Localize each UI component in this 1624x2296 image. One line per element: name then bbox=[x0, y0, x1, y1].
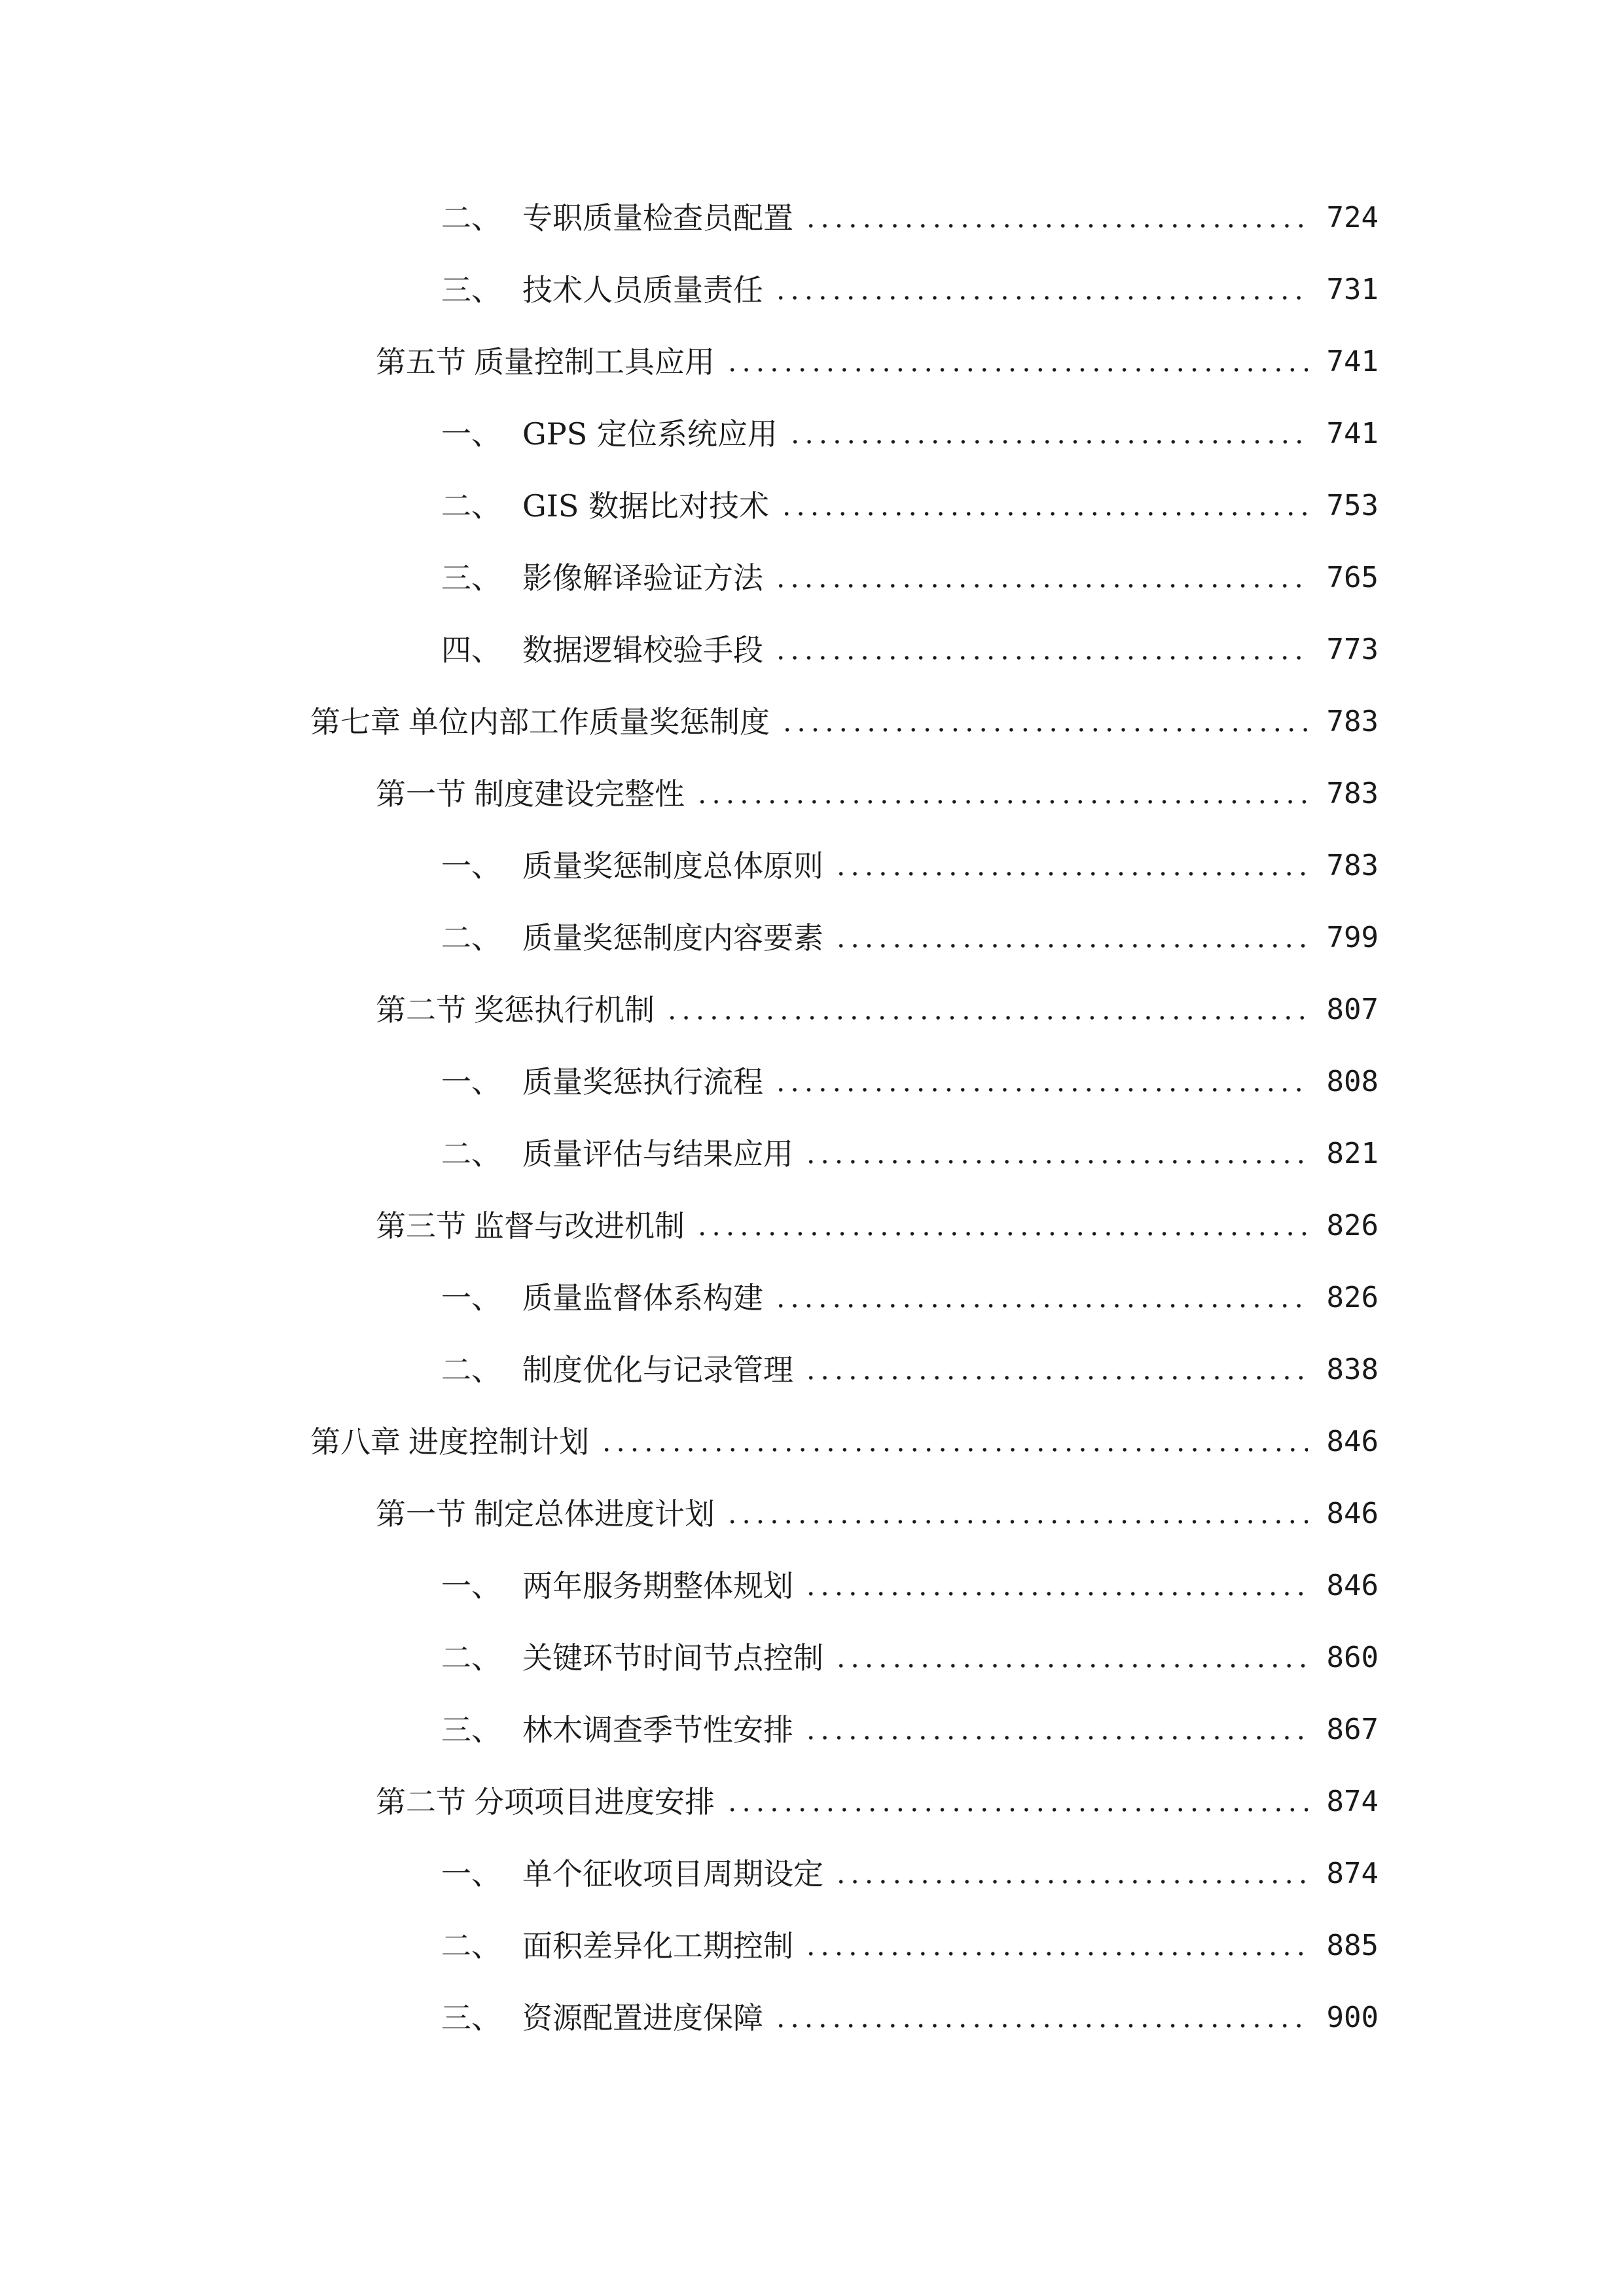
toc-entry bbox=[0, 1560, 1624, 1612]
dot-leader bbox=[831, 1632, 1308, 1684]
toc-entry bbox=[0, 1848, 1624, 1900]
toc-entry-title bbox=[441, 1920, 793, 1972]
toc-entry-title bbox=[441, 408, 778, 460]
toc-entry-marker: 第七章 bbox=[310, 704, 401, 740]
toc-entry-marker: 一、 bbox=[441, 1280, 501, 1316]
toc-entry-title bbox=[441, 1344, 793, 1396]
toc-entry-page: 783 bbox=[1326, 705, 1379, 738]
toc-entry-text: 影像解译验证方法 bbox=[522, 560, 763, 596]
toc-entry-page: 874 bbox=[1326, 1857, 1379, 1890]
toc-entry-page: 807 bbox=[1326, 993, 1379, 1026]
toc-entry bbox=[0, 696, 1624, 748]
toc-entry bbox=[0, 408, 1624, 460]
dot-leader bbox=[771, 1992, 1308, 2044]
toc-entry-page: 741 bbox=[1326, 417, 1379, 450]
toc-entry-page: 808 bbox=[1326, 1065, 1379, 1098]
toc-entry-title bbox=[441, 1704, 793, 1756]
toc-entry-text: 质量奖惩执行流程 bbox=[522, 1064, 763, 1100]
toc-entry-text: 单个征收项目周期设定 bbox=[522, 1856, 823, 1892]
toc-entry-title bbox=[376, 1200, 685, 1252]
dot-leader bbox=[771, 264, 1308, 316]
toc-entry-marker: 三、 bbox=[441, 560, 501, 596]
toc-entry-marker: 第二节 bbox=[376, 992, 466, 1028]
dot-leader bbox=[778, 696, 1308, 748]
toc-entry-title bbox=[376, 768, 685, 820]
toc-entry bbox=[0, 1488, 1624, 1540]
toc-entry-text: 面积差异化工期控制 bbox=[522, 1928, 793, 1964]
toc-entry bbox=[0, 1920, 1624, 1972]
toc-entry-marker: 二、 bbox=[441, 1928, 501, 1964]
toc-entry-title bbox=[310, 1416, 589, 1468]
toc-entry-page: 885 bbox=[1326, 1929, 1379, 1962]
toc-entry-page: 826 bbox=[1326, 1209, 1379, 1242]
toc-entry-title bbox=[441, 1632, 823, 1684]
dot-leader bbox=[597, 1416, 1308, 1468]
dot-leader bbox=[723, 1488, 1308, 1540]
toc-entry-page: 826 bbox=[1326, 1281, 1379, 1314]
toc-entry-marker: 三、 bbox=[441, 272, 501, 308]
toc-entry-page: 741 bbox=[1326, 345, 1379, 378]
toc-entry-title bbox=[310, 696, 770, 748]
dot-leader bbox=[771, 1056, 1308, 1108]
dot-leader bbox=[771, 552, 1308, 604]
toc-entry-text: 奖惩执行机制 bbox=[474, 992, 655, 1028]
toc-entry-text: 制定总体进度计划 bbox=[474, 1496, 715, 1532]
toc-entry-text: 监督与改进机制 bbox=[474, 1208, 685, 1244]
toc-entry-title bbox=[441, 480, 769, 532]
dot-leader bbox=[801, 1704, 1308, 1756]
toc-entry-title bbox=[441, 624, 763, 676]
toc-entry bbox=[0, 1992, 1624, 2044]
dot-leader bbox=[831, 1848, 1308, 1900]
toc-entry bbox=[0, 1344, 1624, 1396]
toc-entry-text: 关键环节时间节点控制 bbox=[522, 1640, 823, 1676]
toc-entry-marker: 一、 bbox=[441, 416, 501, 452]
dot-leader bbox=[801, 1128, 1308, 1180]
toc-entry-marker: 二、 bbox=[441, 920, 501, 956]
toc-entry bbox=[0, 1704, 1624, 1756]
toc-entry-title bbox=[441, 840, 823, 892]
toc-entry-text: 林木调查季节性安排 bbox=[522, 1712, 793, 1748]
dot-leader bbox=[801, 192, 1308, 244]
toc-entry-marker: 一、 bbox=[441, 1064, 501, 1100]
toc-entry bbox=[0, 480, 1624, 532]
toc-entry-page: 838 bbox=[1326, 1353, 1379, 1386]
toc-entry-text: 质量控制工具应用 bbox=[474, 344, 715, 380]
dot-leader bbox=[723, 336, 1308, 388]
toc-entry bbox=[0, 192, 1624, 244]
toc-entry-text: 单位内部工作质量奖惩制度 bbox=[408, 704, 770, 740]
toc-entry-marker: 第二节 bbox=[376, 1784, 466, 1820]
toc-entry-title bbox=[441, 552, 763, 604]
toc-entry-title bbox=[441, 1560, 793, 1612]
toc-entry-marker: 第五节 bbox=[376, 344, 466, 380]
toc-entry bbox=[0, 624, 1624, 676]
toc-entry-page: 846 bbox=[1326, 1425, 1379, 1458]
toc-entry-text: 资源配置进度保障 bbox=[522, 2000, 763, 2036]
dot-leader bbox=[693, 1200, 1308, 1252]
dot-leader bbox=[801, 1920, 1308, 1972]
toc-entry-text: 质量监督体系构建 bbox=[522, 1280, 763, 1316]
toc-entry-page: 783 bbox=[1326, 777, 1379, 810]
toc-entry-text: 质量奖惩制度内容要素 bbox=[522, 920, 823, 956]
toc-entry-page: 724 bbox=[1326, 201, 1379, 234]
dot-leader bbox=[801, 1560, 1308, 1612]
toc-entry bbox=[0, 984, 1624, 1036]
toc-entry-page: 753 bbox=[1326, 489, 1379, 522]
toc-entry-marker: 一、 bbox=[441, 1568, 501, 1604]
dot-leader bbox=[801, 1344, 1308, 1396]
toc-entry bbox=[0, 264, 1624, 316]
toc-entry bbox=[0, 1776, 1624, 1828]
toc-entry-text: 两年服务期整体规划 bbox=[522, 1568, 793, 1604]
toc-entry-page: 783 bbox=[1326, 849, 1379, 882]
dot-leader bbox=[831, 840, 1308, 892]
toc-entry bbox=[0, 1632, 1624, 1684]
toc-entry-title bbox=[441, 1848, 823, 1900]
toc-entry-page: 821 bbox=[1326, 1137, 1379, 1170]
toc-entry-text: GIS 数据比对技术 bbox=[522, 488, 770, 524]
dot-leader bbox=[723, 1776, 1308, 1828]
toc-entry-marker: 第三节 bbox=[376, 1208, 466, 1244]
dot-leader bbox=[777, 480, 1308, 532]
toc-entry-page: 846 bbox=[1326, 1569, 1379, 1602]
toc-entry-marker: 二、 bbox=[441, 1136, 501, 1172]
toc-entry bbox=[0, 1056, 1624, 1108]
dot-leader bbox=[771, 624, 1308, 676]
toc-entry-text: 专职质量检查员配置 bbox=[522, 200, 793, 236]
toc-entry-text: 质量奖惩制度总体原则 bbox=[522, 848, 823, 884]
toc-entry bbox=[0, 1272, 1624, 1324]
toc-entry-text: 进度控制计划 bbox=[408, 1424, 589, 1460]
toc-entry-marker: 一、 bbox=[441, 848, 501, 884]
toc-entry-marker: 四、 bbox=[441, 632, 501, 668]
toc-entry-marker: 第一节 bbox=[376, 1496, 466, 1532]
toc-entry-page: 900 bbox=[1326, 2001, 1379, 2034]
toc-entry-page: 765 bbox=[1326, 561, 1379, 594]
toc-entry-text: 质量评估与结果应用 bbox=[522, 1136, 793, 1172]
toc-entry-title bbox=[441, 1992, 763, 2044]
toc-entry bbox=[0, 840, 1624, 892]
toc-entry bbox=[0, 552, 1624, 604]
toc-entry-marker: 二、 bbox=[441, 1352, 501, 1388]
toc-entry-page: 874 bbox=[1326, 1785, 1379, 1818]
toc-entry-text: 制度建设完整性 bbox=[474, 776, 685, 812]
toc-entry-title bbox=[376, 1488, 715, 1540]
toc-entry-marker: 三、 bbox=[441, 1712, 501, 1748]
toc-entry-title bbox=[441, 912, 823, 964]
toc-entry-page: 799 bbox=[1326, 921, 1379, 954]
toc-entry-marker: 三、 bbox=[441, 2000, 501, 2036]
dot-leader bbox=[831, 912, 1308, 964]
toc-entry bbox=[0, 768, 1624, 820]
toc-entry bbox=[0, 1128, 1624, 1180]
toc-entry-title bbox=[376, 1776, 715, 1828]
toc-entry-title bbox=[376, 336, 715, 388]
toc-entry-marker: 一、 bbox=[441, 1856, 501, 1892]
dot-leader bbox=[693, 768, 1308, 820]
toc-entry-text: 数据逻辑校验手段 bbox=[522, 632, 763, 668]
toc-entry-marker: 二、 bbox=[441, 488, 501, 524]
toc-entry-title bbox=[441, 192, 793, 244]
toc-entry bbox=[0, 1200, 1624, 1252]
dot-leader bbox=[785, 408, 1308, 460]
toc-entry-page: 846 bbox=[1326, 1497, 1379, 1530]
toc-entry-title bbox=[441, 1056, 763, 1108]
toc-entry-text: GPS 定位系统应用 bbox=[522, 416, 778, 452]
toc-entry-marker: 第八章 bbox=[310, 1424, 401, 1460]
toc-entry-title bbox=[441, 1272, 763, 1324]
toc-entry-page: 867 bbox=[1326, 1713, 1379, 1746]
toc-entry-text: 制度优化与记录管理 bbox=[522, 1352, 793, 1388]
dot-leader bbox=[771, 1272, 1308, 1324]
toc-entry-title bbox=[376, 984, 655, 1036]
toc-entry bbox=[0, 912, 1624, 964]
toc-entry-text: 分项项目进度安排 bbox=[474, 1784, 715, 1820]
toc-entry-page: 731 bbox=[1326, 273, 1379, 306]
toc-entry-page: 860 bbox=[1326, 1641, 1379, 1674]
toc-entry bbox=[0, 336, 1624, 388]
toc-entry-marker: 第一节 bbox=[376, 776, 466, 812]
dot-leader bbox=[662, 984, 1308, 1036]
toc-entry-marker: 二、 bbox=[441, 200, 501, 236]
toc-entry-title bbox=[441, 264, 763, 316]
toc-entry bbox=[0, 1416, 1624, 1468]
toc-entry-title bbox=[441, 1128, 793, 1180]
toc-entry-text: 技术人员质量责任 bbox=[522, 272, 763, 308]
toc-entry-page: 773 bbox=[1326, 633, 1379, 666]
toc-entry-marker: 二、 bbox=[441, 1640, 501, 1676]
